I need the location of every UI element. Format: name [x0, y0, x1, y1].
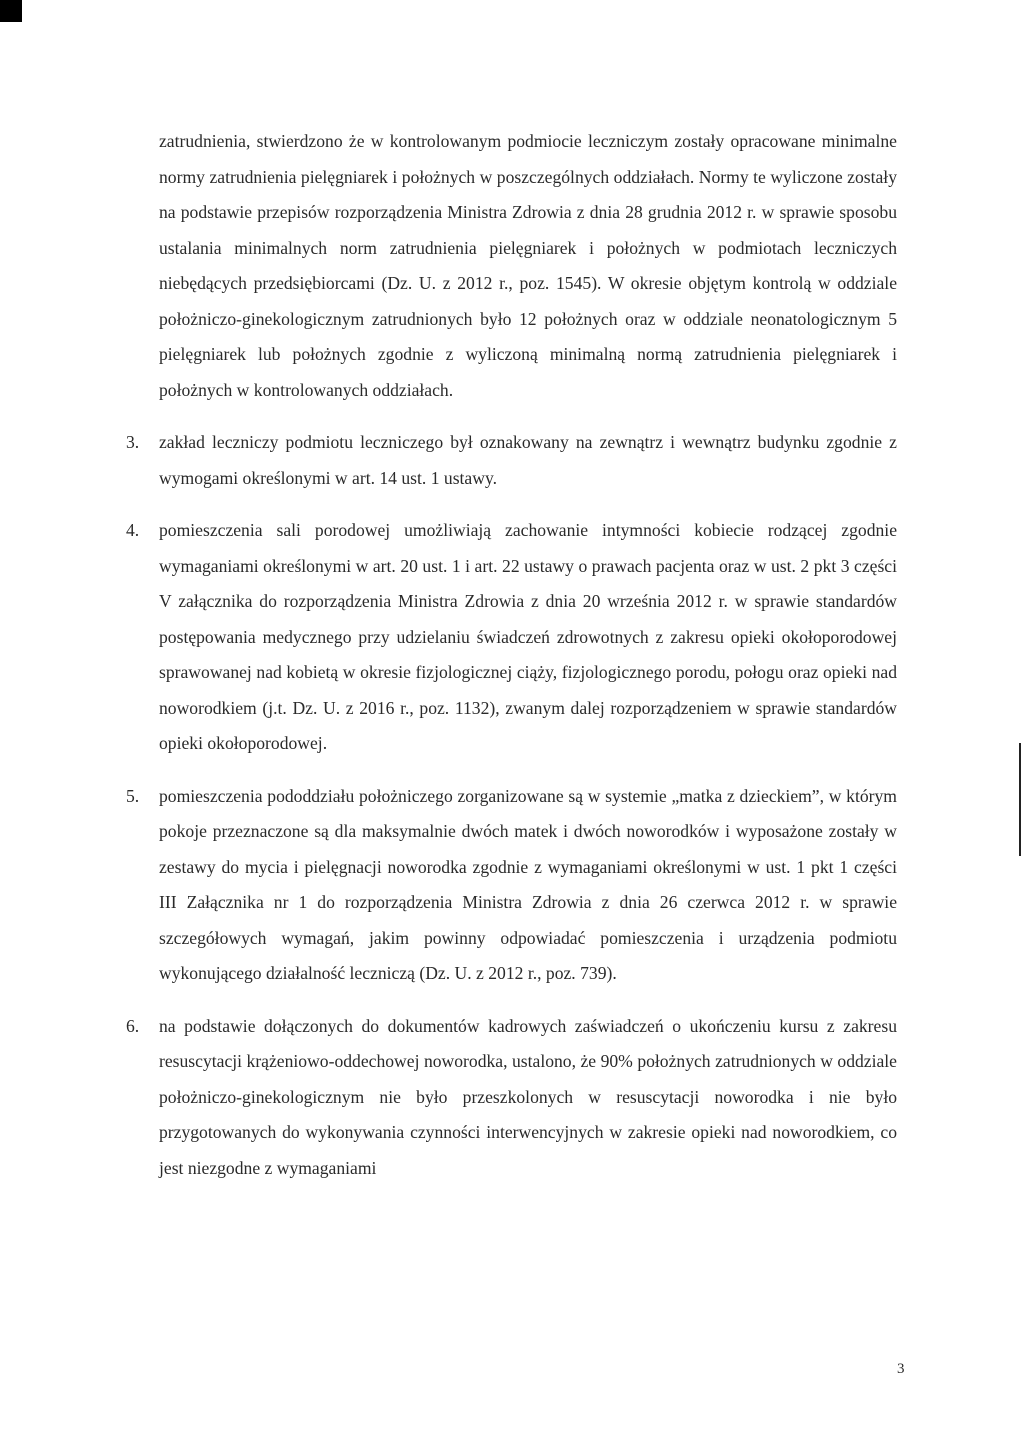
intro-paragraph	[159, 124, 897, 408]
item-paragraph: pomieszczenia pododdziału położniczego zorganizowane są w systemie „matka z dzieckiem”, w którym pokoje przeznaczone są dla maksymalnie dwóch matek i dwóch noworodków i wyposażone zostały w zestawy do mycia i pielęgnacji noworodka zgodnie z wymaganiami określonymi w ust. 1 pkt 1 części III Załącznika nr 1 do rozporządzenia Ministra Zdrowia z dnia 26 czerwca 2012 r. w sprawie szczegółowych wymagań, jakim powinny odpowiadać pomieszczenia i urządzenia podmiotu wykonującego działalność leczniczą (Dz. U. z 2012 r., poz. 739).	[159, 785, 897, 983]
list-item-5	[126, 779, 897, 992]
document-page	[126, 124, 897, 1186]
item-paragraph: zakład leczniczy podmiotu leczniczego był oznakowany na zewnątrz i wewnątrz budynku zgodnie z wymogami określonymi w art. 14 ust. 1 ustawy.	[159, 432, 897, 488]
page-number: 3	[897, 1361, 905, 1377]
item-text	[159, 513, 897, 762]
item-paragraph: na podstawie dołączonych do dokumentów kadrowych zaświadczeń o ukończeniu kursu z zakresu resuscytacji krążeniowo-oddechowej noworodka, ustalono, że 90% położnych zatrudnionych w oddziale położniczo-ginekologicznym nie było przeszkolonych w resuscytacji noworodka i nie było przygotowanych do wykonywania czynności interwencyjnych w zakresie opieki nad noworodkiem, co jest niezgodne z wymaganiami	[159, 1015, 897, 1178]
list-item-6	[126, 1009, 897, 1187]
margin-rule	[1019, 743, 1021, 856]
intro-text: zatrudnienia, stwierdzono że w kontrolowanym podmiocie leczniczym zostały opracowane minimalne normy zatrudnienia pielęgniarek i położnych w poszczególnych oddziałach. Normy te wyliczone zostały na podstawie przepisów rozporządzenia Ministra Zdrowia z dnia 28 grudnia 2012 r. w sprawie sposobu ustalania minimalnych norm zatrudnienia pielęgniarek i położnych w podmiotach leczniczych niebędących przedsiębiorcami (Dz. U. z 2012 r., poz. 1545). W okresie objętym kontrolą w oddziale położniczo-ginekologicznym zatrudnionych było 12 położnych oraz w oddziale neonatologicznym 5 pielęgniarek lub położnych zgodnie z wyliczoną minimalną normą zatrudnienia pielęgniarek i położnych w kontrolowanych oddziałach.	[159, 131, 897, 400]
list-item-4	[126, 513, 897, 762]
item-number: 5.	[126, 785, 140, 806]
item-number: 3.	[126, 432, 140, 452]
item-text	[159, 1009, 897, 1187]
item-text	[159, 779, 897, 992]
scan-corner-mark	[0, 0, 22, 22]
item-text	[159, 425, 897, 496]
item-number: 6.	[126, 1015, 140, 1036]
list-item-3	[126, 425, 897, 496]
item-number: 4.	[126, 520, 140, 540]
item-paragraph: pomieszczenia sali porodowej umożliwiają zachowanie intymności kobiecie rodzącej zgodnie wymaganiami określonymi w art. 20 ust. 1 i art. 22 ustawy o prawach pacjenta oraz w ust. 2 pkt 3 części V załącznika do rozporządzenia Ministra Zdrowia z dnia 20 września 2012 r. w sprawie standardów postępowania medycznego przy udzielaniu świadczeń zdrowotnych z zakresu opieki okołoporodowej sprawowanej nad kobietą w okresie fizjologicznej ciąży, fizjologicznego porodu, połogu oraz opieki nad noworodkiem (j.t. Dz. U. z 2016 r., poz. 1132), zwanym dalej rozporządzeniem w sprawie standardów opieki okołoporodowej.	[159, 520, 897, 753]
